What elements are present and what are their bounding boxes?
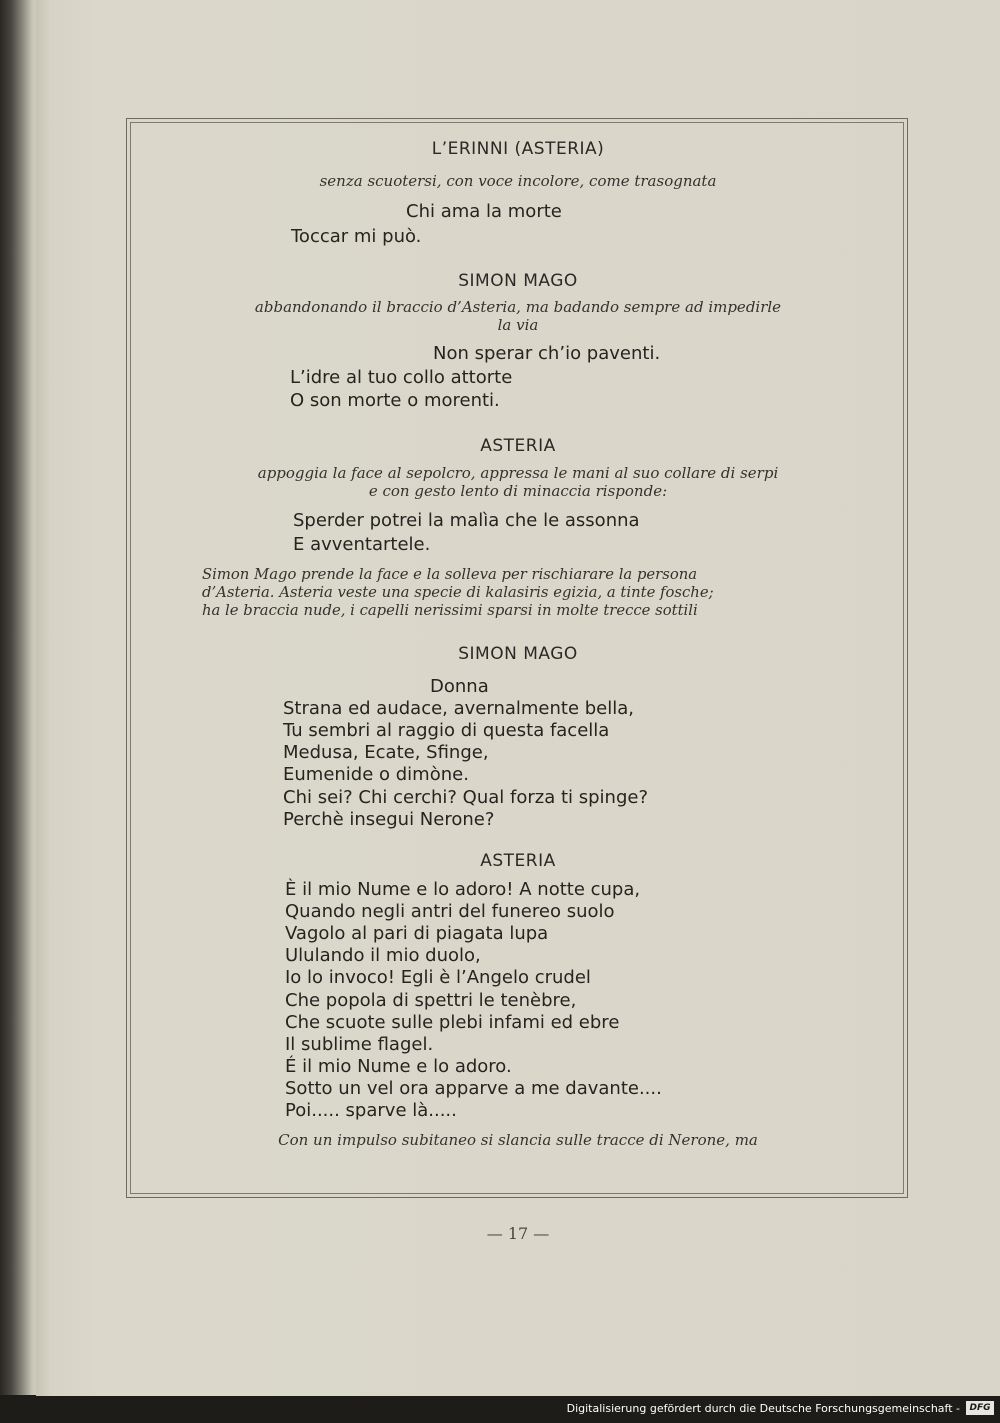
- book-spine-edge: [0, 0, 38, 1395]
- verse-line: Ululando il mio duolo,: [285, 945, 481, 966]
- verse-line: L’idre al tuo collo attorte: [290, 367, 513, 388]
- verse-line: Il sublime flagel.: [285, 1034, 434, 1055]
- verse-line: O son morte o morenti.: [290, 390, 500, 411]
- book-page: [36, 0, 1000, 1396]
- verse-line: Non sperar ch’io paventi.: [433, 343, 661, 364]
- verse-line: Vagolo al pari di piagata lupa: [285, 923, 549, 944]
- page-number: — 17 —: [486, 1224, 550, 1243]
- dfg-logo: DFG: [966, 1401, 994, 1415]
- verse-line: E avventartele.: [293, 534, 431, 555]
- speaker-heading-simon: SIMON MAGO: [458, 271, 578, 291]
- verse-line: Perchè insegui Nerone?: [283, 809, 495, 830]
- speaker-heading-simon: SIMON MAGO: [458, 644, 578, 664]
- digitization-footer: [0, 1396, 1000, 1423]
- verse-line: Sperder potrei la malìa che le assonna: [293, 510, 640, 531]
- stage-direction: ha le braccia nude, i capelli nerissimi sparsi in molte trecce sottili: [202, 602, 698, 619]
- verse-line: Eumenide o dimòne.: [283, 764, 469, 785]
- verse-line: Poi..... sparve là.....: [285, 1100, 457, 1121]
- speaker-heading-asteria: ASTERIA: [480, 851, 556, 871]
- verse-line: Io lo invoco! Egli è l’Angelo crudel: [285, 967, 591, 988]
- stage-direction: appoggia la face al sepolcro, appressa le mani al suo collare di serpi: [257, 464, 779, 482]
- verse-line: Toccar mi può.: [291, 226, 422, 247]
- verse-line: Che scuote sulle plebi infami ed ebre: [285, 1012, 620, 1033]
- stage-direction: e con gesto lento di minaccia risponde:: [368, 482, 668, 500]
- verse-line: Che popola di spettri le tenèbre,: [285, 990, 577, 1011]
- verse-line: Strana ed audace, avernalmente bella,: [283, 698, 635, 719]
- verse-line: Chi sei? Chi cerchi? Qual forza ti spinge?: [283, 787, 649, 808]
- funding-credit: Digitalisierung gefördert durch die Deutsche Forschungsgemeinschaft -: [566, 1402, 960, 1415]
- stage-direction: abbandonando il braccio d’Asteria, ma badando sempre ad impedirle: [254, 298, 782, 316]
- verse-line: Medusa, Ecate, Sfinge,: [283, 742, 489, 763]
- stage-direction: Simon Mago prende la face e la solleva per rischiarare la persona: [202, 566, 698, 583]
- verse-line: Chi ama la morte: [406, 201, 562, 222]
- verse-line: Quando negli antri del funereo suolo: [285, 901, 615, 922]
- stage-direction: la via: [497, 316, 539, 334]
- stage-direction: Con un impulso subitaneo si slancia sulle tracce di Nerone, ma: [278, 1131, 758, 1149]
- speaker-heading-erinni: L’ERINNI (ASTERIA): [431, 139, 605, 159]
- speaker-heading-asteria: ASTERIA: [480, 436, 556, 456]
- stage-direction: d’Asteria. Asteria veste una specie di kalasiris egizia, a tinte fosche;: [202, 584, 714, 601]
- verse-line: Tu sembri al raggio di questa facella: [283, 720, 610, 741]
- verse-line: È il mio Nume e lo adoro! A notte cupa,: [285, 879, 641, 900]
- verse-line: Donna: [430, 676, 489, 697]
- verse-line: É il mio Nume e lo adoro.: [285, 1056, 512, 1077]
- stage-direction: senza scuotersi, con voce incolore, come trasognata: [319, 172, 717, 190]
- verse-line: Sotto un vel ora apparve a me davante....: [285, 1078, 662, 1099]
